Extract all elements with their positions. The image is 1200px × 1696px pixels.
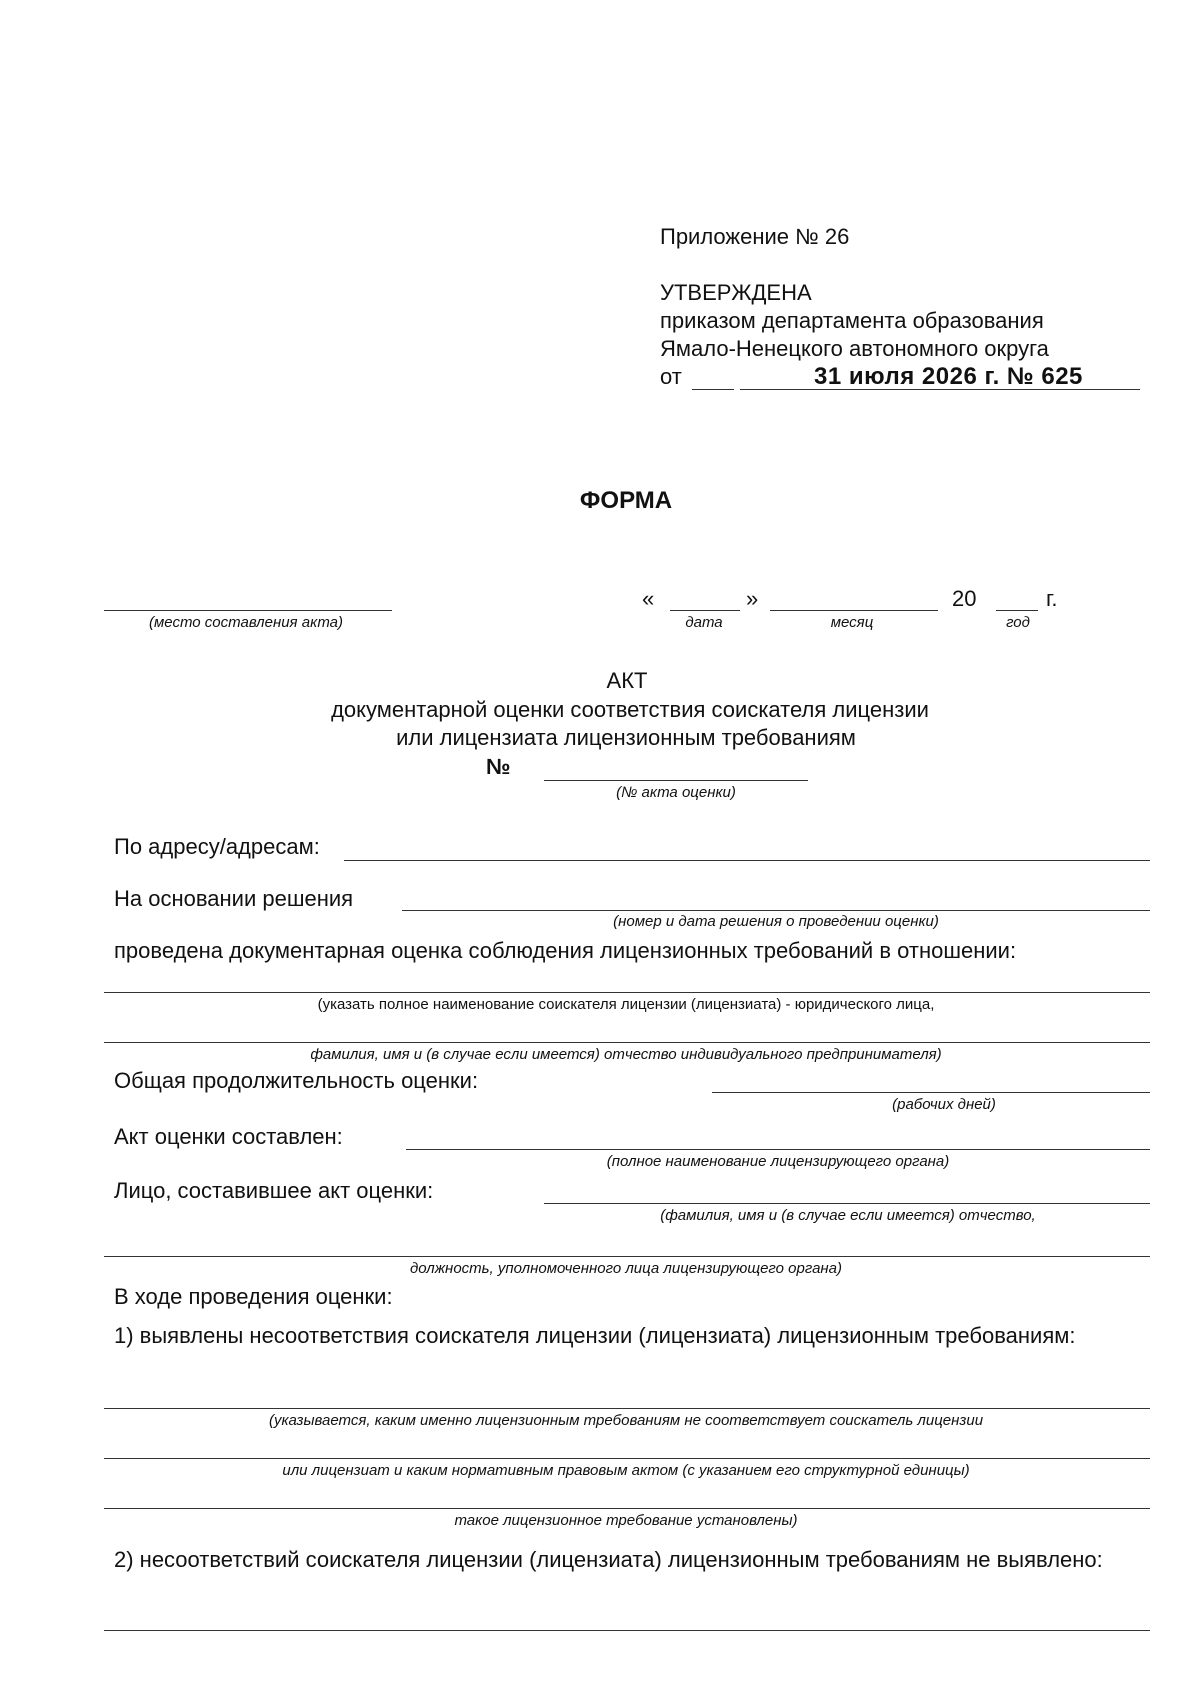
item1-caption-3: такое лицензионное требование установлены)	[454, 1512, 798, 1529]
compiled-label: Акт оценки составлен:	[114, 1124, 343, 1149]
person-caption-2: должность, уполномоченного лица лицензирующего органа)	[409, 1260, 843, 1277]
entity-caption-2: фамилия, имя и (в случае если имеется) отчество индивидуального предпринимателя)	[310, 1046, 942, 1063]
order-line-2: Ямало-Ненецкого автономного округа	[660, 336, 1049, 361]
item1-caption-1: (указывается, каким именно лицензионным требованиям не соответствует соискатель лицензии	[268, 1412, 984, 1429]
form-title: ФОРМА	[579, 487, 673, 514]
address-underline	[344, 860, 1150, 861]
duration-caption: (рабочих дней)	[892, 1096, 996, 1113]
decision-label: На основании решения	[114, 886, 354, 911]
entity-underline-2	[104, 1042, 1150, 1043]
compiled-underline	[406, 1149, 1150, 1150]
act-number-underline	[544, 780, 808, 781]
quote-open: «	[642, 586, 655, 611]
item1-underline-3	[104, 1508, 1150, 1509]
day-caption: дата	[685, 614, 723, 631]
address-label: По адресу/адресам:	[114, 834, 320, 859]
act-number-caption: (№ акта оценки)	[616, 784, 736, 801]
year-caption: год	[1006, 614, 1030, 631]
year-suffix: г.	[1046, 586, 1058, 611]
day-underline	[670, 610, 740, 611]
results-heading: В ходе проведения оценки:	[114, 1284, 393, 1309]
entity-underline-1	[104, 992, 1150, 993]
duration-underline	[712, 1092, 1150, 1093]
duration-label: Общая продолжительность оценки:	[114, 1068, 479, 1093]
act-title: АКТ	[606, 668, 648, 693]
month-caption: месяц	[830, 614, 874, 631]
person-underline-2	[104, 1256, 1150, 1257]
item2-underline	[104, 1630, 1150, 1631]
approved-label: УТВЕРЖДЕНА	[660, 280, 812, 305]
quote-close: »	[746, 586, 759, 611]
person-label: Лицо, составившее акт оценки:	[114, 1178, 434, 1203]
act-subtitle-line-2: или лицензиата лицензионным требованиям	[396, 725, 856, 750]
place-caption: (место составления акта)	[149, 614, 343, 631]
results-item-2: 2) несоответствий соискателя лицензии (лицензиата) лицензионным требованиям не выявлено:	[114, 1547, 1103, 1572]
approval-date-number: 31 июля 2026 г. № 625	[814, 363, 1083, 390]
act-subtitle-line-1: документарной оценки соответствия соискателя лицензии	[331, 697, 929, 722]
results-item-1: 1) выявлены несоответствия соискателя лицензии (лицензиата) лицензионным требованиям:	[114, 1323, 1076, 1348]
person-underline-1	[544, 1203, 1150, 1204]
item1-underline-1	[104, 1408, 1150, 1409]
approval-date-underline-short	[692, 389, 734, 390]
month-underline	[770, 610, 938, 611]
year-underline	[996, 610, 1038, 611]
date-prefix: от	[660, 364, 682, 389]
place-underline	[104, 610, 392, 611]
compiled-caption: (полное наименование лицензирующего органа)	[606, 1153, 950, 1170]
act-number-label: №	[486, 754, 511, 779]
year-prefix: 20	[952, 586, 977, 611]
item1-caption-2: или лицензиат и каким нормативным правовым актом (с указанием его структурной единицы)	[282, 1462, 970, 1479]
appendix-number: Приложение № 26	[660, 224, 850, 249]
item1-underline-2	[104, 1458, 1150, 1459]
decision-underline	[402, 910, 1150, 911]
person-caption-1: (фамилия, имя и (в случае если имеется) отчество,	[660, 1207, 1036, 1224]
conducted-text: проведена документарная оценка соблюдения лицензионных требований в отношении:	[114, 938, 1017, 963]
decision-caption: (номер и дата решения о проведении оценки)	[613, 913, 939, 930]
entity-caption-1: (указать полное наименование соискателя лицензии (лицензиата) - юридического лица,	[317, 996, 935, 1013]
order-line-1: приказом департамента образования	[660, 308, 1044, 333]
